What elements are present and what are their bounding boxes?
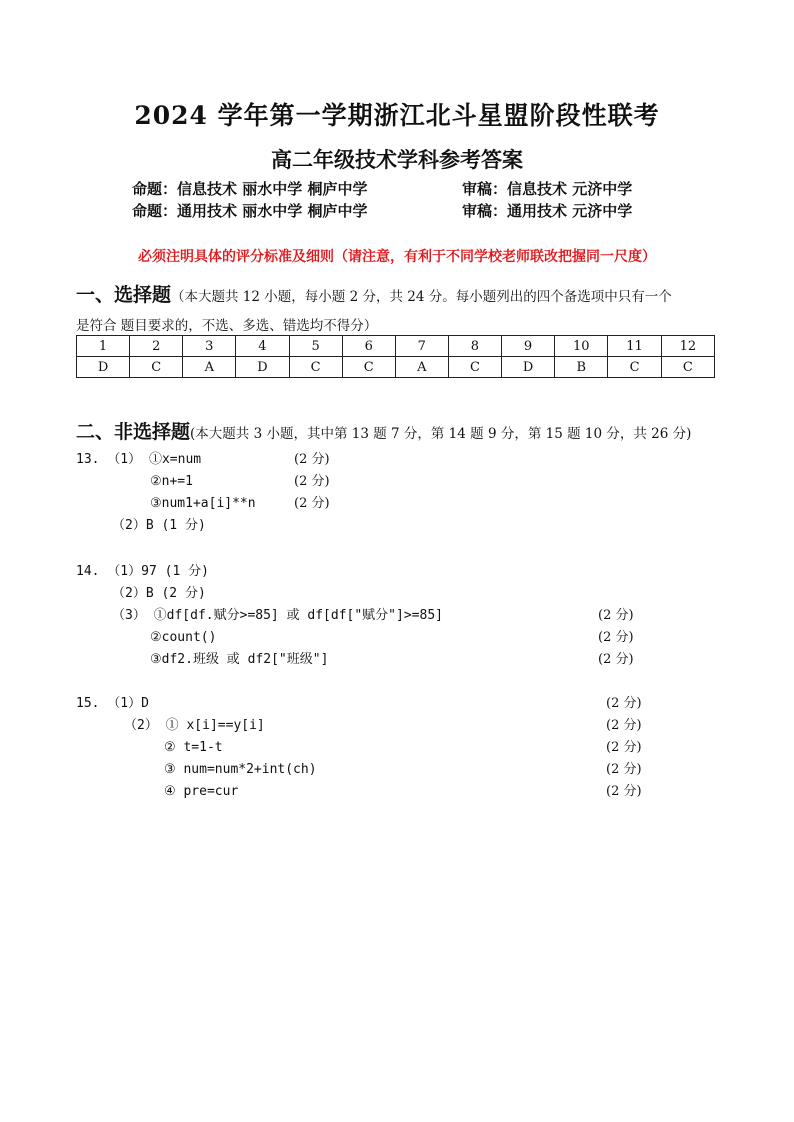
question-number: 6 <box>342 336 395 357</box>
answer-cell: D <box>77 357 130 378</box>
question-number: 9 <box>502 336 555 357</box>
q15-line2-score: (2 分) <box>606 718 642 733</box>
answer-table-answer-row <box>77 357 715 378</box>
authors-row <box>132 178 632 200</box>
authors-row <box>132 200 632 222</box>
answer-cell: C <box>342 357 395 378</box>
q14-line1: 14. （1）97 (1 分) <box>76 564 209 579</box>
q14-line5-score: (2 分) <box>598 652 634 667</box>
question-number: 2 <box>130 336 183 357</box>
q15-line5-score: (2 分) <box>606 784 642 799</box>
q15-line3-score: (2 分) <box>606 740 642 755</box>
answer-cell: A <box>183 357 236 378</box>
reviewer-right: 审稿：信息技术 元济中学 <box>462 180 633 198</box>
question-number: 5 <box>289 336 342 357</box>
page-subtitle: 高二年级技术学科参考答案 <box>271 147 523 172</box>
section2-header <box>76 417 726 444</box>
section2-desc: (本大题共 3 小题，其中第 13 题 7 分，第 14 题 9 分，第 15 题 10 分，共 26 分) <box>190 426 692 442</box>
question-number: 10 <box>555 336 608 357</box>
q13-line2: ②n+=1 <box>150 474 193 489</box>
answer-cell: C <box>661 357 714 378</box>
question-number: 4 <box>236 336 289 357</box>
q15-line5: ④ pre=cur <box>164 784 239 799</box>
question-number: 1 <box>77 336 130 357</box>
answer-cell: D <box>236 357 289 378</box>
q14-line3-score: (2 分) <box>598 608 634 623</box>
q13-line3: ③num1+a[i]**n <box>150 496 256 511</box>
answer-cell: C <box>289 357 342 378</box>
section2-heading: 二、非选择题 <box>76 421 191 443</box>
answer-table-number-row <box>77 336 715 357</box>
q15-line4-score: (2 分) <box>606 762 642 777</box>
answer-cell: C <box>448 357 501 378</box>
q14-line5: ③df2.班级 或 df2["班级"] <box>150 652 329 667</box>
q14-line4-score: (2 分) <box>598 630 634 645</box>
section1-header <box>76 280 726 307</box>
section1-desc-line2: 是符合 题目要求的，不选、多选、错选均不得分） <box>76 318 378 334</box>
authors-block <box>132 178 632 222</box>
q15-line4: ③ num=num*2+int(ch) <box>164 762 317 777</box>
grading-notice: 必须注明具体的评分标准及细则（请注意，有利于不同学校老师联改把握同一尺度） <box>138 249 656 265</box>
author-left: 命题：通用技术 丽水中学 桐庐中学 <box>132 202 368 220</box>
question-number: 3 <box>183 336 236 357</box>
q13-line1: 13. （1） ①x=num <box>76 452 202 467</box>
q15-line2: （2） ① x[i]==y[i] <box>124 718 265 733</box>
question-number: 8 <box>448 336 501 357</box>
q14-line2: （2）B (2 分) <box>112 586 206 601</box>
answer-cell: C <box>130 357 183 378</box>
answer-cell: C <box>608 357 661 378</box>
section1-heading: 一、选择题 <box>76 284 172 306</box>
section1-desc: （本大题共 12 小题，每小题 2 分，共 24 分。每小题列出的四个备选项中只有一个 <box>171 289 672 305</box>
question-number: 11 <box>608 336 661 357</box>
q13-line1-score: (2 分) <box>294 452 330 467</box>
question-number: 7 <box>395 336 448 357</box>
q13-line2-score: (2 分) <box>294 474 330 489</box>
q14-line4: ②count() <box>150 630 217 645</box>
q13-line4: （2）B (1 分) <box>112 518 206 533</box>
author-left: 命题：信息技术 丽水中学 桐庐中学 <box>132 180 368 198</box>
q15-line3: ② t=1-t <box>164 740 223 755</box>
q15-line1: 15. （1）D <box>76 696 149 711</box>
q13-line3-score: (2 分) <box>294 496 330 511</box>
answer-cell: D <box>502 357 555 378</box>
answer-cell: B <box>555 357 608 378</box>
page-title: 2024 学年第一学期浙江北斗星盟阶段性联考 <box>134 101 660 130</box>
q14-line3: （3） ①df[df.赋分>=85] 或 df[df["赋分"]>=85] <box>112 608 443 623</box>
q15-line1-score: (2 分) <box>606 696 642 711</box>
answer-cell: A <box>395 357 448 378</box>
reviewer-right: 审稿：通用技术 元济中学 <box>462 202 633 220</box>
question-number: 12 <box>661 336 714 357</box>
answer-table <box>76 335 715 378</box>
